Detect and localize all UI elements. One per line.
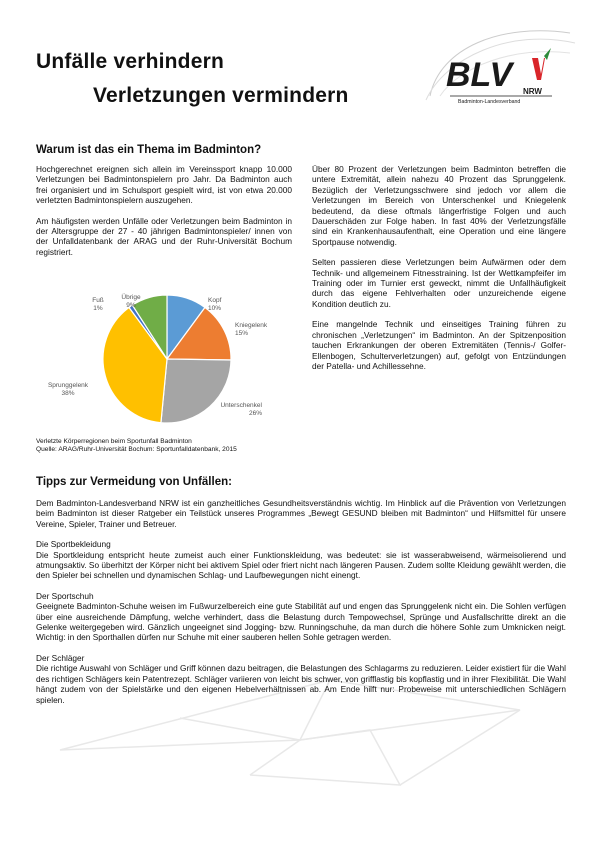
logo-tagline: Badminton-Landesverband [458, 99, 521, 105]
paragraph: Hochgerechnet ereignen sich allein im Vereinssport knapp 10.000 Verletzungen bei Badmintonspielern pro Jahr. Da Badminton auch frei organisiert und im Schulsport gespielt wird, ist von etwa 20.000 verletzten Badmintonspielern auszugehen. [36, 164, 292, 206]
pie-label-unterschenkel: Unterschenkel [220, 402, 262, 409]
logo-suffix: NRW [523, 87, 542, 96]
blv-logo [420, 18, 580, 118]
paragraph: Am häufigsten werden Unfälle oder Verletzungen beim Badminton in der Altersgruppe der 27 - 40 jährigen Badmintonspieler/ innen von der Unfalldatenbank der ARAG und der Ruhr-Universität Bochum registriert. [36, 215, 292, 257]
pie-value-sprunggelenk: 38% [61, 390, 75, 397]
tips-intro: Dem Badminton-Landesverband NRW ist ein ganzheitliches Gesundheitsverständnis wichtig. Im Hinblick auf die Prävention von Verletzungen beim Badminton ist dieser Ratgeber ein Teilstück unseres Programmes „Bewegt GESUND bleiben mit Badminton“ und Hilfsmittel für unsere Vereine, Spieler, Trainer und Betreuer. [36, 498, 566, 529]
paragraph: Eine mangelnde Technik und einseitiges Training führen zu chronischen „Verletzungen“ im Badminton. An der Spitzenposition tauchen Erkrankungen der oberen Extremitäten (Tennis-/ Golfer-Ellenbogen, Schulterverletzungen) auf, gefolgt von Entzündungen der Patella- und Achillessehne. [312, 319, 566, 371]
tip-text: Die Sportkleidung entspricht heute zumeist auch einer Funktionskleidung, was bedeutet: sie ist wasserabweisend, wärmeisolierend und atmungsaktiv. So überhitzt der Körper nicht bei aktivem Spiel oder friert nicht nach längeren Pausen. Zudem sollte Kleidung gewählt werden, die den Spieler bei schnellen und dynamischen Schlag- und Laufbewegungen nicht einengt. [36, 549, 566, 581]
pie-label-fuß: Fuß [92, 297, 104, 304]
pie-chart-svg [30, 287, 280, 435]
page-title-line2: Verletzungen vermindern [93, 84, 349, 107]
pie-label-sprunggelenk: Sprunggelenk [47, 382, 89, 389]
chart-caption [36, 438, 237, 455]
tip-clothing [36, 539, 566, 581]
pie-slice-unterschenkel [161, 359, 231, 423]
tip-racket [36, 653, 566, 705]
paragraph: Über 80 Prozent der Verletzungen beim Badminton betreffen die untere Extremität, allein nahezu 40 Prozent das Sprunggelenk. Bezüglich der Verletzungsschwere sind jedoch vor allem die Verletzungen im Bereich von Unterschenkel und Kniegelenk bedeutend, da diese oftmals längerfristige Folgen und auch Dauerschäden zur Folge haben. In fast 40% der Verletzungsfälle sind ein Krankenhausaufenthalt, eine Operation und eine längere Sportpause notwendig. [312, 164, 566, 247]
page-title-line1: Unfälle verhindern [36, 50, 224, 73]
left-column [36, 164, 292, 257]
tip-title: Der Schläger [36, 652, 85, 663]
pie-label-kniegelenk: Kniegelenk [235, 322, 268, 329]
pie-value-übrige: 9% [126, 302, 136, 309]
pie-value-fuß: 1% [93, 305, 103, 312]
pie-label-übrige: Übrige [121, 294, 141, 301]
logo-wordmark: BLV [446, 56, 513, 94]
tips-column [36, 498, 566, 705]
section-heading-tips: Tipps zur Vermeidung von Unfällen: [36, 476, 232, 488]
pie-value-kopf: 10% [208, 305, 222, 312]
tip-title: Der Sportschuh [36, 590, 94, 601]
pie-value-unterschenkel: 26% [248, 410, 262, 417]
tip-text: Geeignete Badminton-Schuhe weisen im Fußwurzelbereich eine gute Stabilität auf und engen das Sprunggelenk nicht ein. Die Sohlen verfügen über eine ausreichende Dämpfung, welche verhindert, dass die Belastung durch Tempowechsel, Sprünge und Ausfallschritte direkt an die Gelenke weitergegeben wird. Gänzlich ungeeignet sind Jogging- bzw. Runningschuhe, da man durch die höhere Sohle zum Umknicken neigt. Wichtig: in den Sporthallen dürfen nur Schuhe mit einer sauberen hellen Sohle getragen werden. [36, 601, 566, 643]
tip-text: Die richtige Auswahl von Schläger und Griff können dazu beitragen, die Belastungen des Schlagarms zu reduzieren. Leider existiert für die Wahl des richtigen Schlägers kein Patentrezept. Schläger variieren von leicht bis schwer, von grifflastig bis kopflastig und in ihrer Flexibilität. Die Wahl hängt zudem von der Spielstärke und den eigenen Hebelverhältnissen ab. Am Ende hilft nur: Probeweise mit unterschiedlichen Schlägern spielen. [36, 663, 566, 705]
logo-green-mark [544, 48, 551, 60]
pie-value-kniegelenk: 15% [235, 330, 249, 337]
tip-shoe [36, 591, 566, 643]
pie-label-kopf: Kopf [208, 297, 222, 304]
injury-pie-chart [30, 287, 280, 435]
blv-logo-graphic [420, 18, 580, 118]
paragraph: Selten passieren diese Verletzungen beim Aufwärmen oder dem Technik- und allgemeinem Fitnesstraining. Ist der Wettkampfeifer im Training oder im Turnier erst geweckt, nimmt die Unfallhäufigkeit durch das eigene Fehlverhalten oder unzureichende eigene Kondition deutlich zu. [312, 257, 566, 309]
chart-caption-title: Verletzte Körperregionen beim Sportunfall Badminton [36, 438, 192, 445]
chart-caption-source: Quelle: ARAG/Ruhr-Universität Bochum: Sportunfalldatenbank, 2015 [36, 446, 237, 454]
section-heading-why: Warum ist das ein Thema im Badminton? [36, 144, 262, 156]
tip-title: Die Sportbekleidung [36, 539, 111, 550]
right-column [312, 164, 566, 371]
